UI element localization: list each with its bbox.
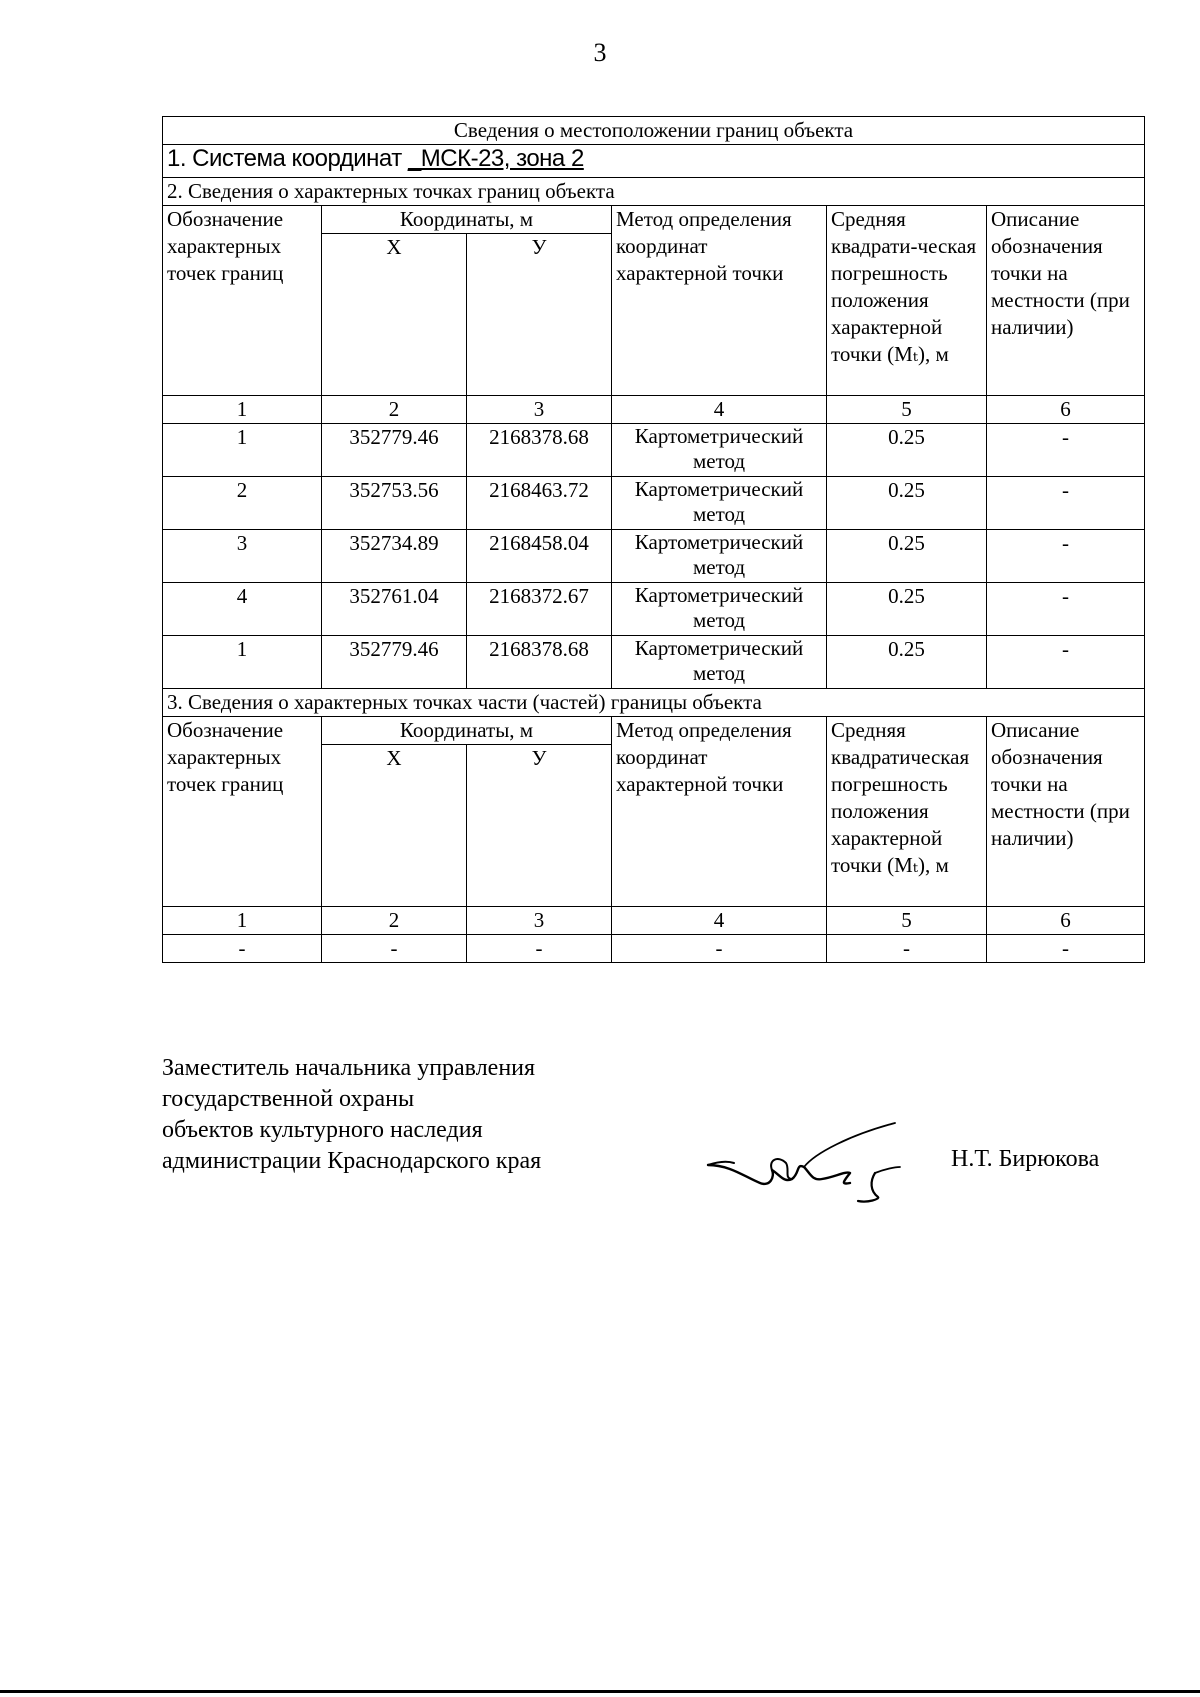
method: Картометрический метод [612, 424, 827, 477]
method: Картометрический метод [612, 636, 827, 689]
header-method: Метод определения координат характерной точки [612, 717, 827, 907]
header-coordinates: Координаты, м [322, 206, 612, 234]
signatory-name: Н.Т. Бирюкова [951, 1146, 1100, 1172]
empty-cell: - [612, 935, 827, 963]
column-number: 3 [467, 907, 612, 935]
coord-x: 352779.46 [322, 424, 467, 477]
column-number: 6 [987, 907, 1145, 935]
table-row [163, 424, 1145, 477]
header-error: Средняя квадратическая погрешность положения характерной точки (Mₜ), м [827, 717, 987, 907]
method: Картометрический метод [612, 530, 827, 583]
coord-y: 2168378.68 [467, 636, 612, 689]
column-number-row [163, 907, 1145, 935]
signatory-position [162, 1053, 541, 1177]
description: - [987, 583, 1145, 636]
table-row [163, 935, 1145, 963]
description: - [987, 477, 1145, 530]
table-row [163, 583, 1145, 636]
point-id: 4 [163, 583, 322, 636]
header-y: У [467, 745, 612, 907]
coord-y: 2168372.67 [467, 583, 612, 636]
header-description: Описание обозначения точки на местности (при наличии) [987, 206, 1145, 396]
column-number: 2 [322, 907, 467, 935]
page-number: 3 [593, 38, 607, 67]
column-number: 6 [987, 396, 1145, 424]
description: - [987, 530, 1145, 583]
empty-cell: - [467, 935, 612, 963]
point-id: 1 [163, 636, 322, 689]
column-number: 4 [612, 907, 827, 935]
error: 0.25 [827, 424, 987, 477]
header-x: X [322, 234, 467, 396]
coord-y: 2168463.72 [467, 477, 612, 530]
error: 0.25 [827, 583, 987, 636]
point-id: 3 [163, 530, 322, 583]
header-designation: Обозначение характерных точек границ [163, 717, 322, 907]
header-designation: Обозначение характерных точек границ [163, 206, 322, 396]
point-id: 2 [163, 477, 322, 530]
coord-y: 2168378.68 [467, 424, 612, 477]
coord-x: 352761.04 [322, 583, 467, 636]
column-number: 4 [612, 396, 827, 424]
method: Картометрический метод [612, 477, 827, 530]
method: Картометрический метод [612, 583, 827, 636]
table-row [163, 530, 1145, 583]
column-number: 5 [827, 907, 987, 935]
header-description: Описание обозначения точки на местности (при наличии) [987, 717, 1145, 907]
position-line: объектов культурного наследия [162, 1117, 483, 1143]
empty-cell: - [987, 935, 1145, 963]
header-y: У [467, 234, 612, 396]
column-number-row [163, 396, 1145, 424]
column-number: 1 [163, 396, 322, 424]
coordinate-system [163, 145, 1145, 178]
coord-x: 352753.56 [322, 477, 467, 530]
table-title: Сведения о местоположении границ объекта [163, 117, 1145, 145]
header-method: Метод определения координат характерной точки [612, 206, 827, 396]
header-coordinates: Координаты, м [322, 717, 612, 745]
point-id: 1 [163, 424, 322, 477]
column-number: 2 [322, 396, 467, 424]
empty-cell: - [322, 935, 467, 963]
error: 0.25 [827, 530, 987, 583]
coord-x: 352779.46 [322, 636, 467, 689]
coordinate-system-value: _МСК-23, зона 2 [407, 145, 584, 172]
column-number: 1 [163, 907, 322, 935]
description: - [987, 424, 1145, 477]
error: 0.25 [827, 477, 987, 530]
error: 0.25 [827, 636, 987, 689]
table-row [163, 636, 1145, 689]
header-error: Средняя квадрати-ческая погрешность положения характерной точки (Mₜ), м [827, 206, 987, 396]
bottom-rule [0, 1690, 1200, 1693]
boundary-coordinates-table [162, 116, 1145, 963]
section2-title: 2. Сведения о характерных точках границ объекта [163, 178, 1145, 206]
column-number: 5 [827, 396, 987, 424]
section3-title: 3. Сведения о характерных точках части (частей) границы объекта [163, 689, 1145, 717]
description: - [987, 636, 1145, 689]
handwritten-signature [700, 1115, 910, 1205]
table-row [163, 477, 1145, 530]
coord-x: 352734.89 [322, 530, 467, 583]
empty-cell: - [163, 935, 322, 963]
empty-cell: - [827, 935, 987, 963]
position-line: Заместитель начальника управления [162, 1055, 536, 1081]
position-line: администрации Краснодарского края [162, 1148, 542, 1174]
header-x: X [322, 745, 467, 907]
position-line: государственной охраны [162, 1086, 415, 1112]
coord-y: 2168458.04 [467, 530, 612, 583]
column-number: 3 [467, 396, 612, 424]
coordinate-system-prefix: 1. Система координат [167, 145, 408, 172]
